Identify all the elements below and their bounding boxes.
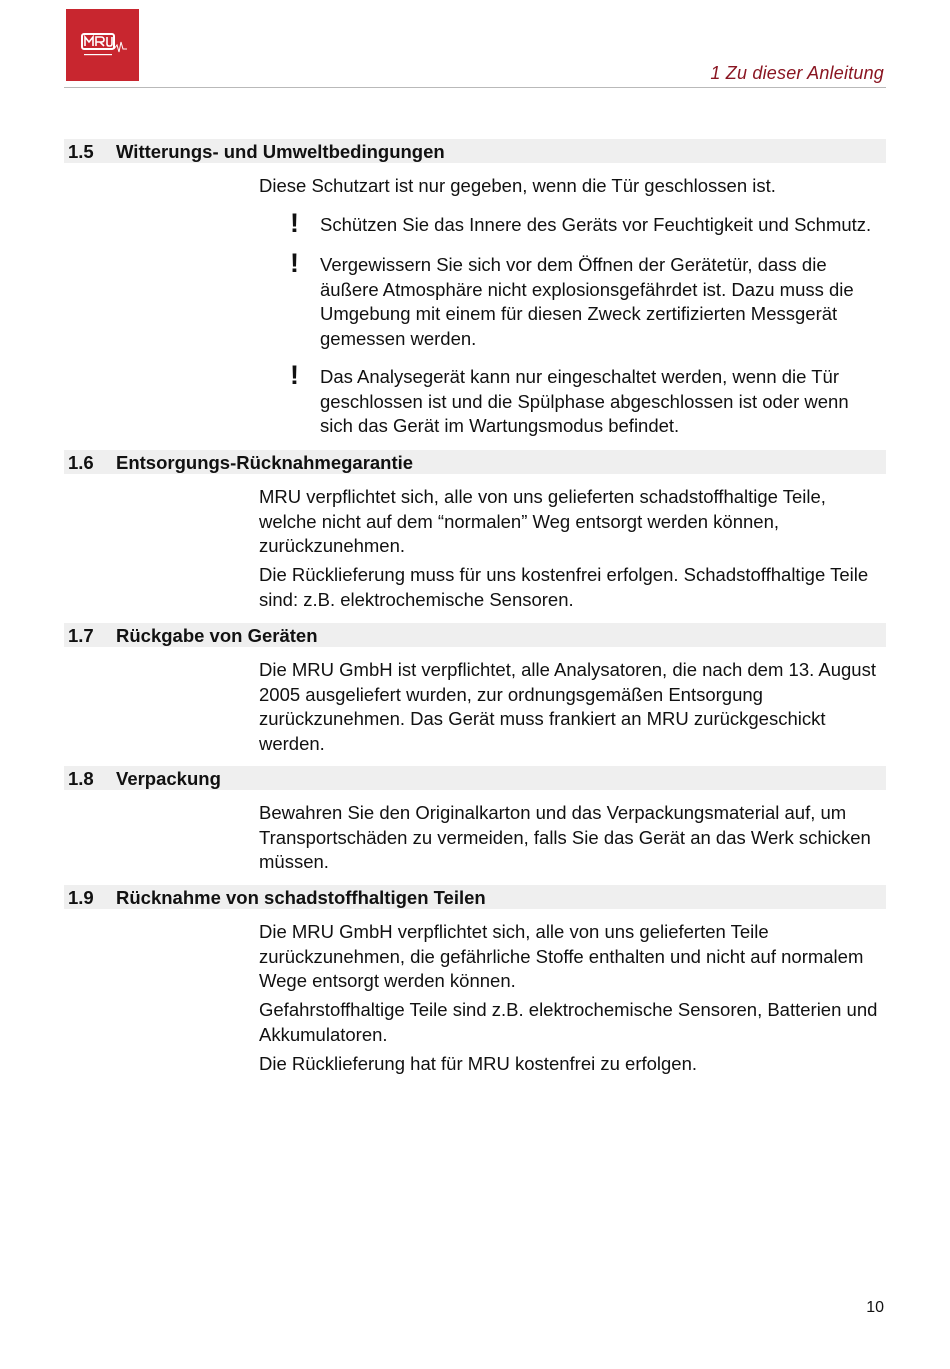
warning-text: Vergewissern Sie sich vor dem Öffnen der Gerätetür, dass die äußere Atmosphäre nicht explosionsgefährdet ist. Dazu muss die Umgebung mit einem für diesen Zweck zertifizierten Messgerät gemessen werden. <box>320 254 854 349</box>
section-number: 1.5 <box>68 141 94 162</box>
paragraph: MRU verpflichtet sich, alle von uns gelieferten schadstoffhaltige Teile, welche nicht auf dem “normalen” Weg entsorgt werden können, zurückzunehmen. <box>259 486 826 556</box>
section-heading <box>64 885 886 909</box>
page-number: 10 <box>866 1299 884 1316</box>
header-divider <box>64 87 886 88</box>
warning-text: Schützen Sie das Innere des Geräts vor Feuchtigkeit und Schmutz. <box>320 214 872 235</box>
paragraph: Diese Schutzart ist nur gegeben, wenn die Tür geschlossen ist. <box>259 175 776 196</box>
section-heading <box>64 450 886 474</box>
exclamation-icon: ! <box>290 360 299 390</box>
section-number: 1.6 <box>68 452 94 473</box>
chapter-title: 1 Zu dieser Anleitung <box>710 63 884 83</box>
warning-text: Das Analysegerät kann nur eingeschaltet werden, wenn die Tür geschlossen ist und die Spülphase abgeschlossen ist oder wenn sich das Gerät im Wartungsmodus befindet. <box>320 366 849 436</box>
paragraph: Gefahrstoffhaltige Teile sind z.B. elektrochemische Sensoren, Batterien und Akkumulatoren. <box>259 999 878 1045</box>
section-title: Entsorgungs-Rücknahmegarantie <box>116 452 414 473</box>
paragraph: Die MRU GmbH verpflichtet sich, alle von uns gelieferten Teile zurückzunehmen, die gefährliche Stoffe enthalten und nicht auf normalem Wege entsorgt werden können. <box>259 921 864 991</box>
warning-item <box>290 208 884 238</box>
paragraph: Bewahren Sie den Originalkarton und das Verpackungsmaterial auf, um Transportschäden zu vermeiden, falls Sie das Gerät an das Werk schicken müssen. <box>259 802 871 872</box>
section-heading <box>64 139 886 163</box>
paragraph: Die Rücklieferung hat für MRU kostenfrei zu erfolgen. <box>259 1053 698 1074</box>
section-title: Witterungs- und Umweltbedingungen <box>116 141 445 162</box>
section-title: Rückgabe von Geräten <box>116 625 318 646</box>
warning-item <box>290 360 884 439</box>
paragraph: Die Rücklieferung muss für uns kostenfrei erfolgen. Schadstoffhaltige Teile sind: z.B. elektrochemische Sensoren. <box>259 564 869 610</box>
section-title: Verpackung <box>116 768 221 789</box>
mru-logo-icon <box>66 9 139 81</box>
section-number: 1.9 <box>68 887 94 908</box>
warning-item <box>290 248 884 351</box>
section-number: 1.7 <box>68 625 94 646</box>
paragraph: Die MRU GmbH ist verpflichtet, alle Analysatoren, die nach dem 13. August 2005 ausgeliefert wurden, zur ordnungsgemäßen Entsorgung zurückzunehmen. Das Gerät muss frankiert an MRU zurückgeschickt werden. <box>259 659 876 754</box>
mru-logo <box>66 9 139 81</box>
section-title: Rücknahme von schadstoffhaltigen Teilen <box>116 887 486 908</box>
section-heading <box>64 623 886 647</box>
section-heading <box>64 766 886 790</box>
exclamation-icon: ! <box>290 208 299 238</box>
section-number: 1.8 <box>68 768 94 789</box>
exclamation-icon: ! <box>290 248 299 278</box>
